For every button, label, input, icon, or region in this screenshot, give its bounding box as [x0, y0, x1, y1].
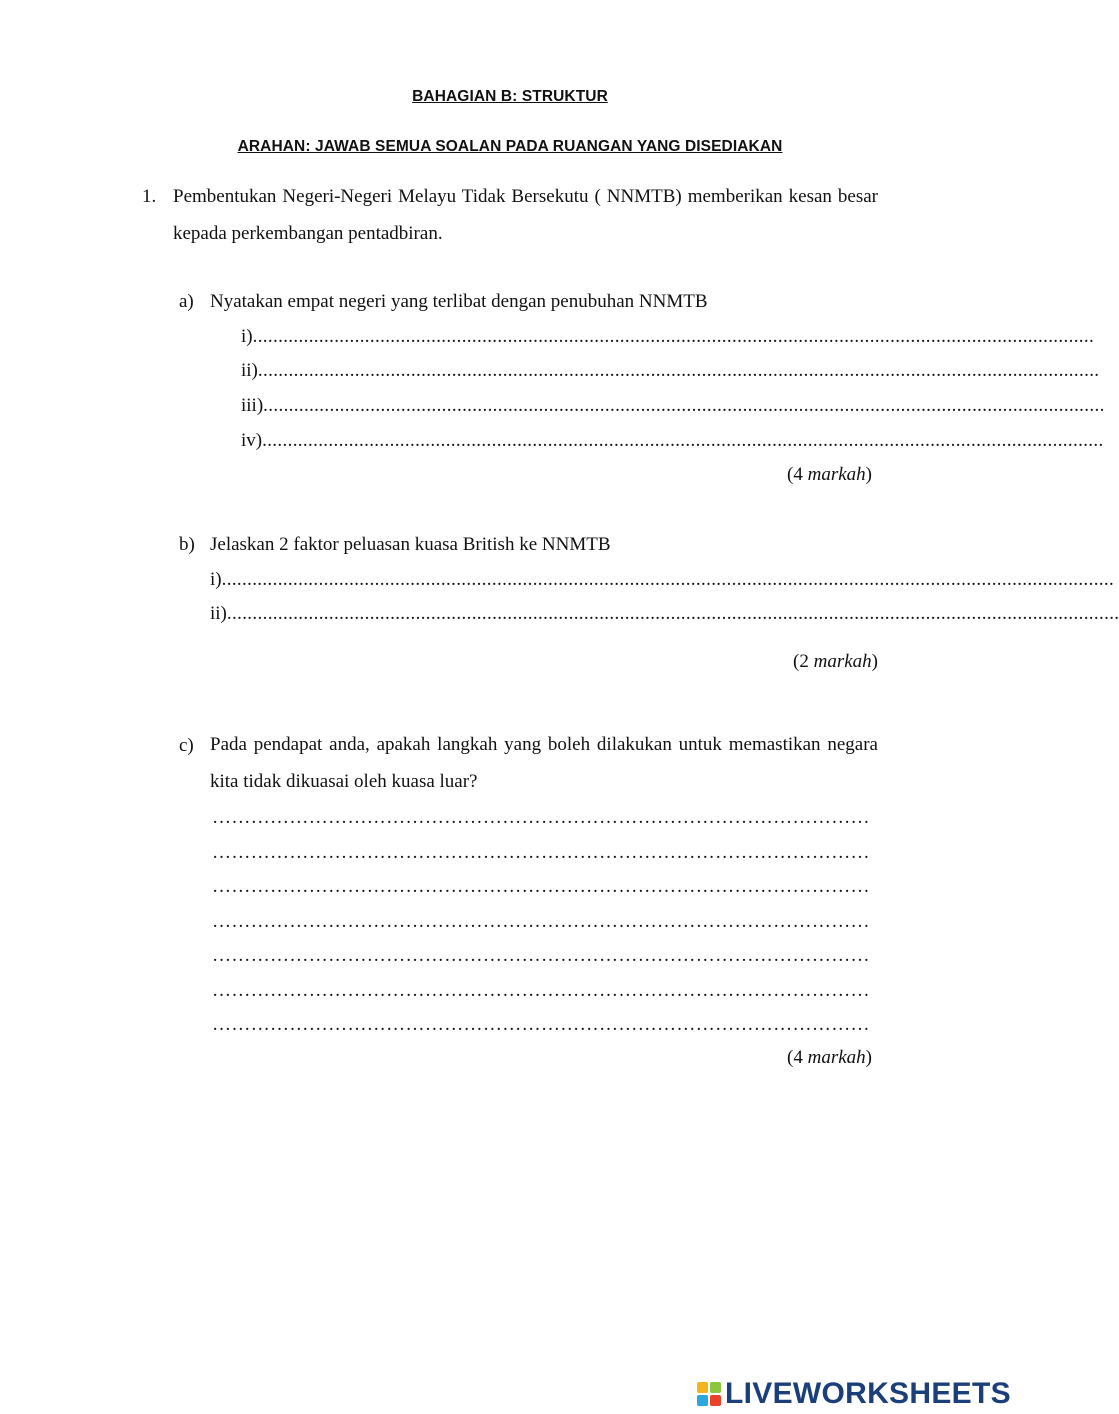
dotted-line: …………………………………………………………………………………………	[212, 842, 870, 863]
answer-label: ii)	[210, 603, 227, 624]
answer-line-c6[interactable]	[212, 979, 874, 1003]
liveworksheets-logo	[697, 1374, 1011, 1414]
part-b-label: b)	[179, 534, 195, 555]
answer-line-a3[interactable]	[241, 394, 1105, 418]
logo-square	[697, 1395, 708, 1406]
dotted-line: ...............................................................................................................................................................................	[226, 603, 1119, 624]
dotted-line: …………………………………………………………………………………………	[212, 945, 870, 966]
logo-text: LIVEWORKSHEETS	[725, 1377, 1011, 1410]
answer-label: i)	[210, 569, 222, 590]
dotted-line: ...............................................................................................................................................................................	[221, 569, 1115, 590]
question-text: Pembentukan Negeri-Negeri Melayu Tidak Bersekutu ( NNMTB) memberikan kesan besar kepada perkembangan pentadbiran.	[173, 186, 878, 244]
part-c-question: Pada pendapat anda, apakah langkah yang boleh dilakukan untuk memastikan negara kita tidak dikuasai oleh kuasa luar?	[210, 734, 878, 792]
answer-label: i)	[241, 326, 253, 347]
instruction: ARAHAN: JAWAB SEMUA SOALAN PADA RUANGAN YANG DISEDIAKAN	[237, 138, 783, 155]
answer-line-c2[interactable]	[212, 841, 874, 865]
answer-line-c7[interactable]	[212, 1013, 874, 1037]
dotted-line: .....................................................................................................................................................................	[263, 395, 1105, 416]
dotted-line: …………………………………………………………………………………………	[212, 807, 870, 828]
answer-label: ii)	[241, 360, 258, 381]
part-a-question: Nyatakan empat negeri yang terlibat dengan penubuhan NNMTB	[210, 291, 708, 312]
logo-square	[697, 1382, 708, 1393]
part-b-question: Jelaskan 2 faktor peluasan kuasa British ke NNMTB	[210, 534, 611, 555]
answer-line-b1[interactable]	[210, 568, 1115, 592]
dotted-line: .....................................................................................................................................................................	[252, 326, 1095, 347]
question-number: 1.	[142, 186, 157, 207]
part-a-label: a)	[179, 291, 194, 312]
part-c-label: c)	[179, 735, 194, 756]
dotted-line: …………………………………………………………………………………………	[212, 980, 870, 1001]
dotted-line: …………………………………………………………………………………………	[212, 876, 870, 897]
answer-line-c3[interactable]	[212, 875, 874, 899]
answer-line-c5[interactable]	[212, 944, 874, 968]
dotted-line: …………………………………………………………………………………………	[212, 1014, 870, 1035]
logo-squares-icon	[697, 1382, 721, 1406]
answer-line-a4[interactable]	[241, 429, 1104, 453]
marks-a: (4 markah)	[787, 464, 872, 485]
answer-label: iv)	[241, 430, 263, 451]
answer-label: iii)	[241, 395, 264, 416]
answer-line-a1[interactable]	[241, 325, 1095, 349]
answer-line-b2[interactable]	[210, 602, 1119, 626]
dotted-line: …………………………………………………………………………………………	[212, 911, 870, 932]
marks-c: (4 markah)	[787, 1047, 872, 1068]
answer-line-c4[interactable]	[212, 910, 874, 934]
logo-square	[710, 1382, 721, 1393]
section-title: BAHAGIAN B: STRUKTUR	[412, 88, 608, 105]
answer-line-c1[interactable]	[212, 806, 874, 830]
dotted-line: .....................................................................................................................................................................	[262, 430, 1104, 451]
dotted-line: .....................................................................................................................................................................	[257, 360, 1100, 381]
logo-square	[710, 1395, 721, 1406]
marks-b: (2 markah)	[793, 651, 878, 672]
answer-line-a2[interactable]	[241, 359, 1100, 383]
